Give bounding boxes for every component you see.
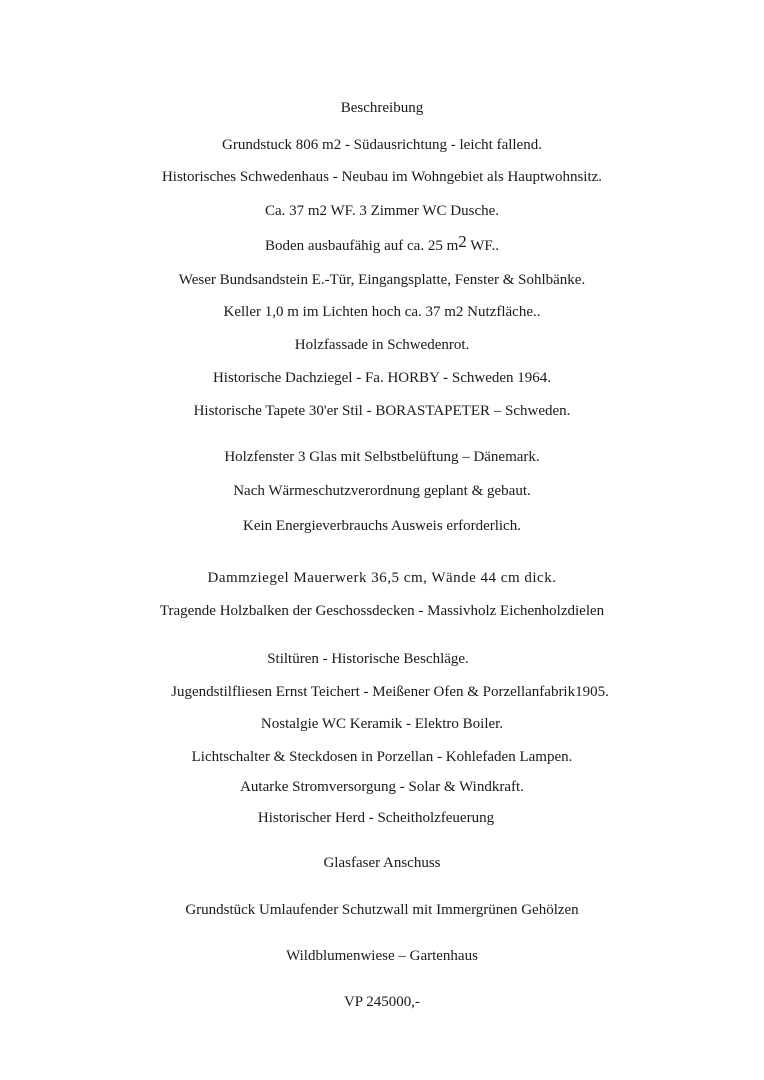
text-line-attic-superscript: 2 <box>458 232 467 251</box>
text-line-facade: Holzfassade in Schwedenrot. <box>294 337 470 353</box>
text-line-meadow: Wildblumenwiese – Gartenhaus <box>286 948 478 964</box>
text-line-masonry: Dammziegel Mauerwerk 36,5 cm, Wände 44 cm dick. <box>207 570 557 586</box>
text-line-doors: Stiltüren - Historische Beschläge. <box>267 651 469 667</box>
text-line-cellar: Keller 1,0 m im Lichten hoch ca. 37 m2 Nutzfläche.. <box>223 304 541 320</box>
text-line-living-area: Ca. 37 m2 WF. 3 Zimmer WC Dusche. <box>264 203 500 219</box>
text-line-stove: Historischer Herd - Scheitholzfeuerung <box>257 810 495 826</box>
text-line-tiles: Jugendstilfliesen Ernst Teichert - Meißener Ofen & Porzellanfabrik1905. <box>171 684 609 700</box>
text-line-beams: Tragende Holzbalken der Geschossdecken - Massivholz Eichenholzdielen <box>159 603 605 619</box>
text-line-insulation: Nach Wärmeschutzverordnung geplant & gebaut. <box>233 483 531 499</box>
text-line-power-supply: Autarke Stromversorgung - Solar & Windkraft. <box>240 779 524 795</box>
text-line-roof-tiles: Historische Dachziegel - Fa. HORBY - Schweden 1964. <box>212 370 552 386</box>
text-line-fiber: Glasfaser Anschuss <box>323 855 441 871</box>
text-line-sandstone: Weser Bundsandstein E.-Tür, Eingangsplatte, Fenster & Sohlbänke. <box>178 272 586 288</box>
document-title: Beschreibung <box>340 100 424 116</box>
text-line-house: Historisches Schwedenhaus - Neubau im Wohngebiet als Hauptwohnsitz. <box>161 169 603 185</box>
text-line-attic-main: Boden ausbaufähig auf ca. 25 m <box>264 238 459 254</box>
text-line-wallpaper: Historische Tapete 30'er Stil - BORASTAPETER – Schweden. <box>193 403 571 419</box>
text-line-garden-wall: Grundstück Umlaufender Schutzwall mit Immergrünen Gehölzen <box>185 902 579 918</box>
text-line-attic <box>0 232 764 256</box>
text-line-windows: Holzfenster 3 Glas mit Selbstbelüftung – Dänemark. <box>224 449 540 465</box>
text-line-attic-suffix: WF.. <box>466 238 500 254</box>
text-line-switches: Lichtschalter & Steckdosen in Porzellan - Kohlefaden Lampen. <box>191 749 573 765</box>
text-line-price: VP 245000,- <box>343 994 421 1010</box>
text-line-plot: Grundstuck 806 m2 - Südausrichtung - leicht fallend. <box>222 137 542 153</box>
text-line-wc: Nostalgie WC Keramik - Elektro Boiler. <box>260 716 504 732</box>
text-line-energy-certificate: Kein Energieverbrauchs Ausweis erforderlich. <box>243 518 521 534</box>
